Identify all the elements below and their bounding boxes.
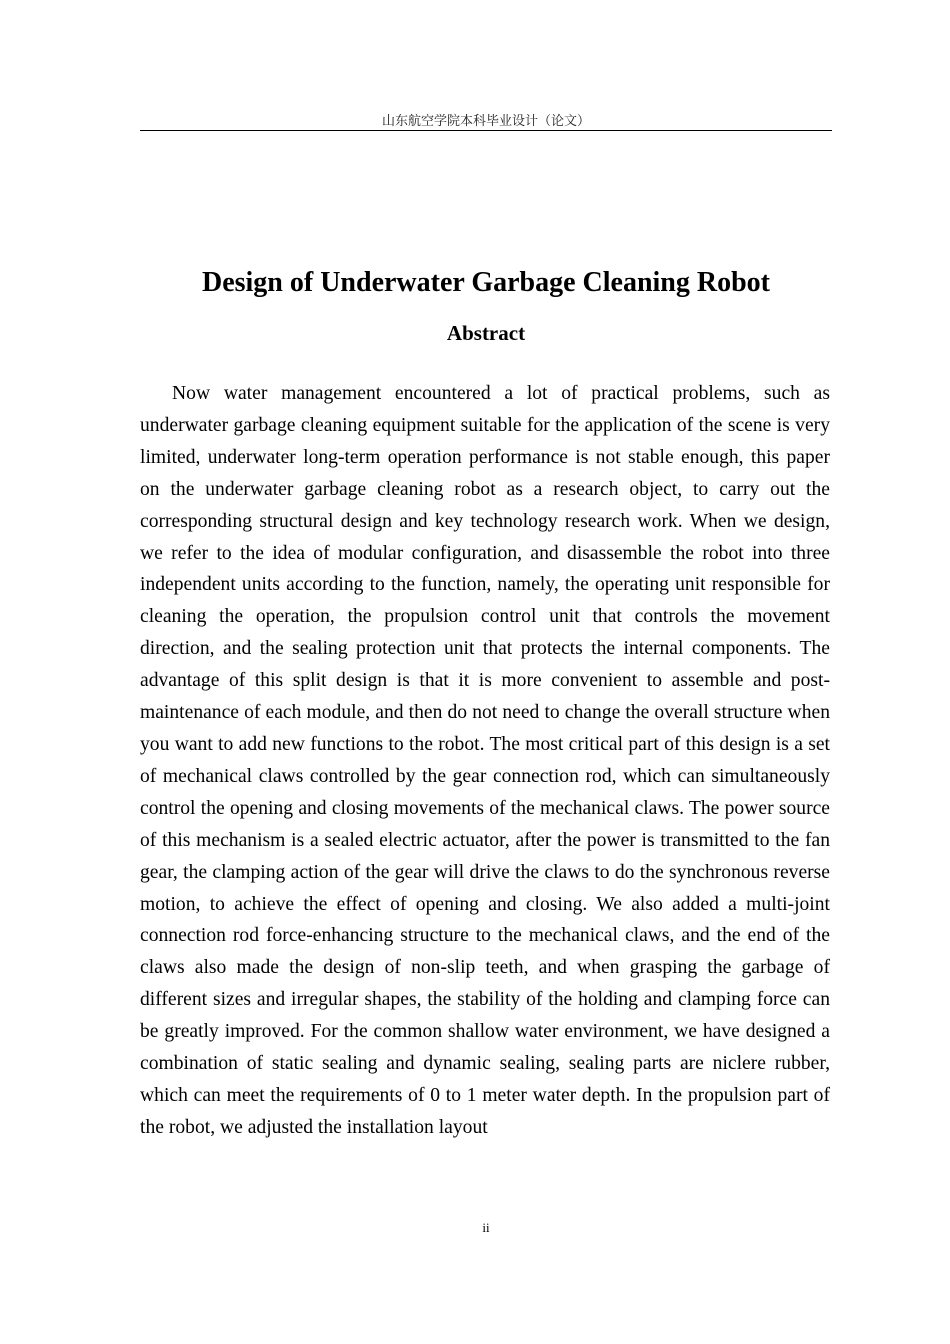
abstract-paragraph: Now water management encountered a lot of practical problems, such as underwater garbage cleaning equipment suitable for the application of the scene is very limited, underwater long-term operation performance is not stable enough, this paper on the underwater garbage cleaning robot as a research object, to carry out the corresponding structural design and key technology research work. When we design, we refer to the idea of modular configuration, and disassemble the robot into three independent units according to the function, namely, the operating unit responsible for cleaning the operation, the propulsion control unit that controls the movement direction, and the sealing protection unit that protects the internal components. The advantage of this split design is that it is more convenient to assemble and post-maintenance of each module, and then do not need to change the overall structure when you want to add new functions to the robot. The most critical part of this design is a set of mechanical claws controlled by the gear connection rod, which can simultaneously control the opening and closing movements of the mechanical claws. The power source of this mechanism is a sealed electric actuator, after the power is transmitted to the fan gear, the clamping action of the gear will drive the claws to do the synchronous reverse motion, to achieve the effect of opening and closing. We also added a multi-joint connection rod force-enhancing structure to the mechanical claws, and the end of the claws also made the design of non-slip teeth, and when grasping the garbage of different sizes and irregular shapes, the stability of the holding and clamping force can be greatly improved. For the common shallow water environment, we have designed a combination of static sealing and dynamic sealing, sealing parts are niclere rubber, which can meet the requirements of 0 to 1 meter water depth. In the propulsion part of the robot, we adjusted the installation layout: [140, 383, 830, 1138]
running-header: 山东航空学院本科毕业设计（论文）: [381, 114, 590, 129]
page-number: ii: [482, 1220, 490, 1235]
paper-title: Design of Underwater Garbage Cleaning Robot: [201, 267, 770, 298]
abstract-heading: Abstract: [446, 321, 526, 345]
header-divider: [140, 130, 832, 131]
